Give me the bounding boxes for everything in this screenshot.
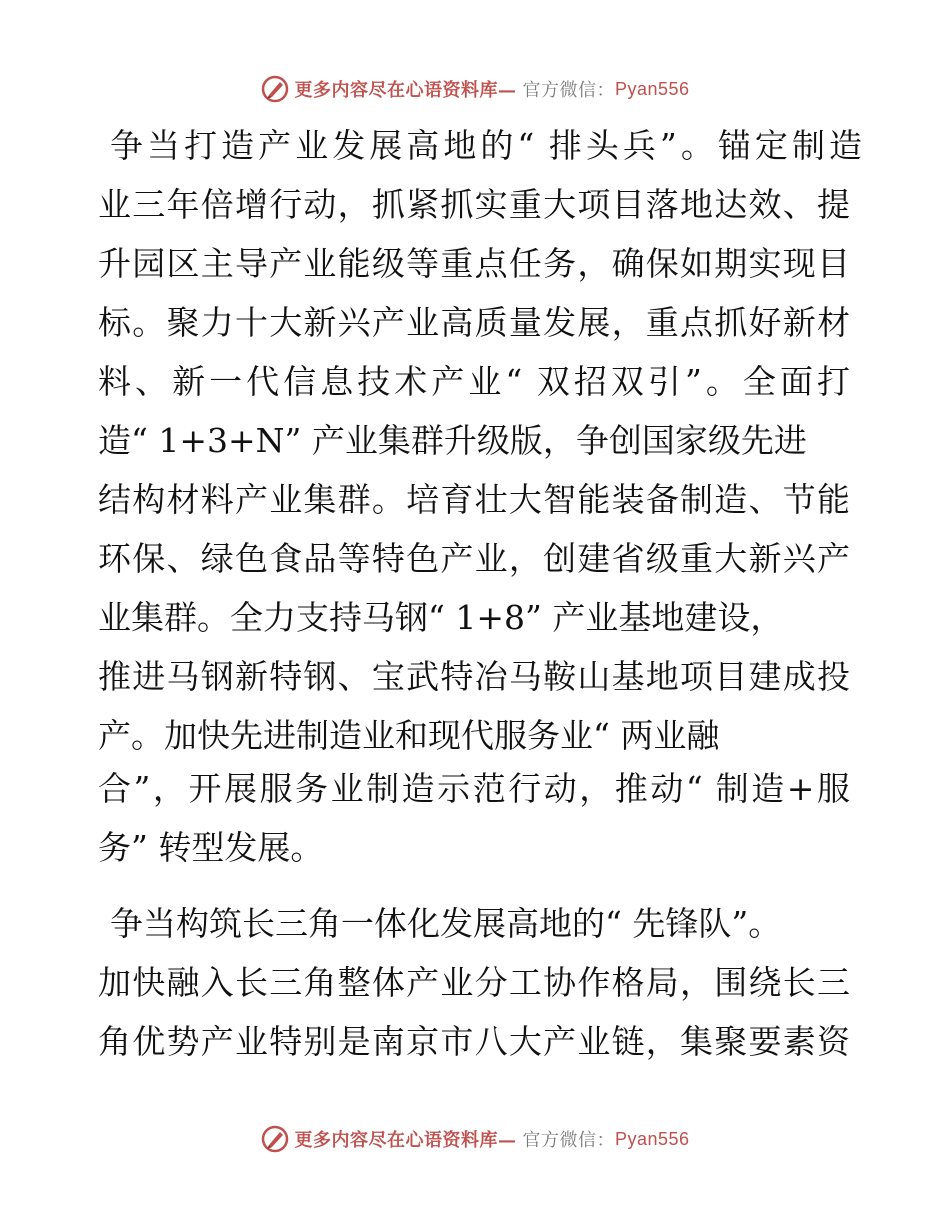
pen-logo-icon <box>260 1124 290 1154</box>
text-line: 产。加快先进制造业和现代服务业“ 两业融 <box>98 716 720 755</box>
watermark-footer <box>0 1122 950 1156</box>
text-line: 造“ 1+3+N” 产业集群升级版，争创国家级先进 <box>98 421 807 460</box>
text-line: 结构材料产业集群。培育壮大智能装备制造、节能 <box>98 480 850 519</box>
watermark-text: 更多内容尽在心语资料库— <box>294 80 517 101</box>
watermark-header <box>0 72 950 106</box>
text-line: 环保、绿色食品等特色产业，创建省级重大新兴产 <box>98 539 850 578</box>
pen-logo-icon <box>260 74 290 104</box>
text-line: 务” 转型发展。 <box>98 828 324 867</box>
text-line: 升园区主导产业能级等重点任务，确保如期实现目 <box>98 244 850 283</box>
watermark-wechat-id: Pyan556 <box>614 78 690 99</box>
text-line: 业三年倍增行动，抓紧抓实重大项目落地达效、提 <box>98 185 850 224</box>
text-line: 料、新一代信息技术产业“ 双招双引”。全面打 <box>98 362 850 401</box>
text-line: 业集群。全力支持马钢“ 1+8” 产业基地建设， <box>98 598 784 637</box>
text-line: 推进马钢新特钢、宝武特冶马鞍山基地项目建成投 <box>98 657 850 696</box>
text-line: 争当构筑长三角一体化发展高地的“ 先锋队”。 <box>110 904 782 943</box>
watermark-wechat-label: 官方微信： <box>522 1130 615 1151</box>
text-line: 合”，开展服务业制造示范行动，推动“ 制造+服 <box>98 769 850 808</box>
watermark-text: 更多内容尽在心语资料库— <box>294 1130 517 1151</box>
watermark-wechat-id: Pyan556 <box>614 1128 690 1149</box>
text-line: 加快融入长三角整体产业分工协作格局，围绕长三 <box>98 963 850 1002</box>
text-line: 角优势产业特别是南京市八大产业链，集聚要素资 <box>98 1022 850 1061</box>
text-line: 争当打造产业发展高地的“ 排头兵”。锚定制造 <box>110 126 862 165</box>
text-line: 标。聚力十大新兴产业高质量发展，重点抓好新材 <box>98 303 850 342</box>
watermark-wechat-label: 官方微信： <box>522 80 615 101</box>
